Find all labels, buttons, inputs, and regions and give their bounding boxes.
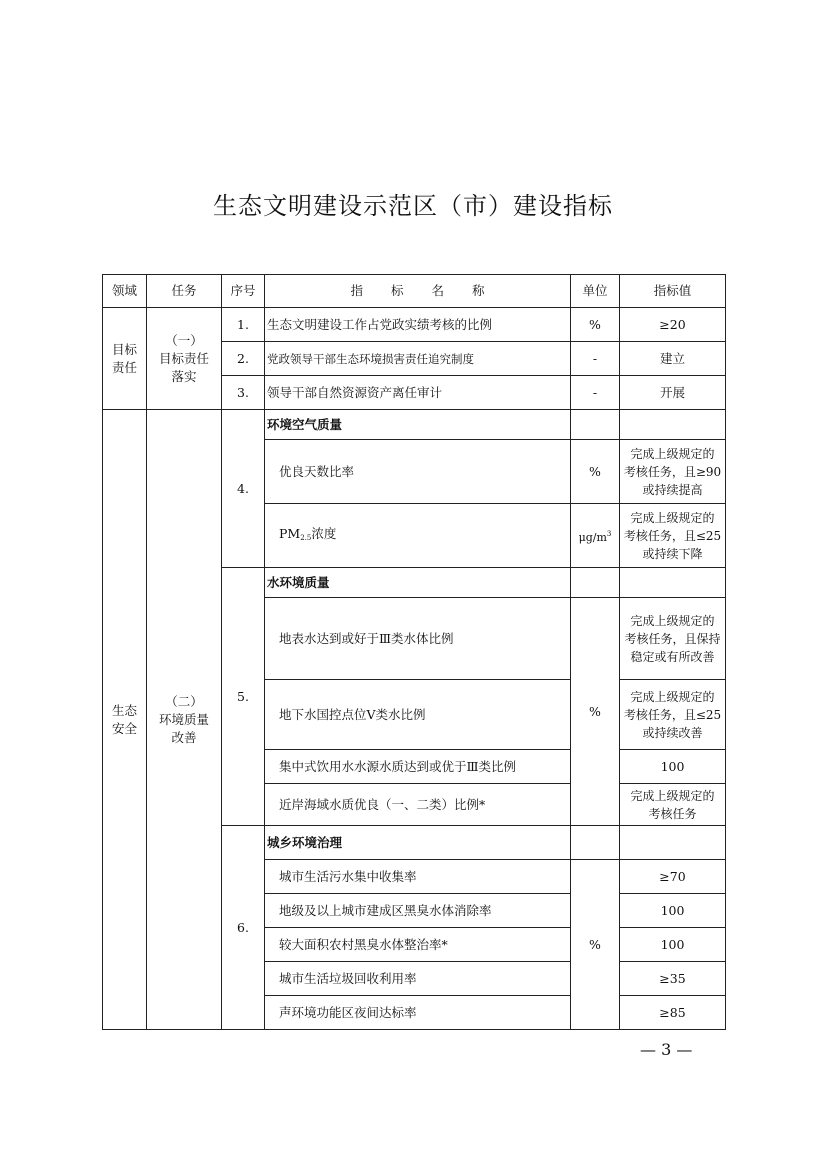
value-cell: 建立	[620, 342, 726, 376]
seq-cell: 2.	[222, 342, 265, 376]
value-cell: 完成上级规定的 考核任务，且保持 稳定或有所改善	[620, 598, 726, 680]
indicator-name: 近岸海域水质优良（一、二类）比例*	[265, 784, 571, 826]
domain-cell: 目标 责任	[103, 308, 147, 410]
task-cell: （一） 目标责任 落实	[147, 308, 222, 410]
unit-cell: %	[571, 598, 620, 826]
indicator-name: 领导干部自然资源资产离任审计	[265, 376, 571, 410]
value-cell: 完成上级规定的 考核任务，且≥90 或持续提高	[620, 440, 726, 504]
value-cell: 开展	[620, 376, 726, 410]
header-seq: 序号	[222, 275, 265, 308]
unit-cell: %	[571, 308, 620, 342]
indicator-name: 优良天数比率	[265, 440, 571, 504]
indicator-table	[102, 274, 726, 1030]
header-value: 指标值	[620, 275, 726, 308]
unit-cell	[571, 826, 620, 860]
header-unit: 单位	[571, 275, 620, 308]
indicator-name: 声环境功能区夜间达标率	[265, 996, 571, 1030]
seq-cell: 3.	[222, 376, 265, 410]
value-cell: ≥20	[620, 308, 726, 342]
value-cell	[620, 568, 726, 598]
value-cell: ≥35	[620, 962, 726, 996]
indicator-name: 党政领导干部生态环境损害责任追究制度	[265, 342, 571, 376]
indicator-name: 地级及以上城市建成区黑臭水体消除率	[265, 894, 571, 928]
seq-cell: 1.	[222, 308, 265, 342]
seq-cell: 5.	[222, 568, 265, 826]
group-label: 城乡环境治理	[265, 826, 571, 860]
header-task: 任务	[147, 275, 222, 308]
unit-cell	[571, 568, 620, 598]
unit-cell: -	[571, 376, 620, 410]
indicator-name: 城市生活污水集中收集率	[265, 860, 571, 894]
table-row	[103, 308, 726, 342]
value-cell: 100	[620, 928, 726, 962]
unit-cell: -	[571, 342, 620, 376]
group-label: 环境空气质量	[265, 410, 571, 440]
group-label: 水环境质量	[265, 568, 571, 598]
header-name: 指 标 名 称	[265, 275, 571, 308]
indicator-name: 地下水国控点位Ⅴ类水比例	[265, 680, 571, 750]
unit-cell	[571, 410, 620, 440]
value-cell: 完成上级规定的 考核任务	[620, 784, 726, 826]
header-row	[103, 275, 726, 308]
indicator-name: 地表水达到或好于Ⅲ类水体比例	[265, 598, 571, 680]
unit-cell: $\mu g/m^3$	[571, 504, 620, 568]
unit-cell: %	[571, 440, 620, 504]
value-cell	[620, 826, 726, 860]
value-cell	[620, 410, 726, 440]
unit-cell: %	[571, 860, 620, 1030]
indicator-name: 较大面积农村黑臭水体整治率*	[265, 928, 571, 962]
indicator-name: 集中式饮用水水源水质达到或优于Ⅲ类比例	[265, 750, 571, 784]
seq-cell: 4.	[222, 410, 265, 568]
seq-cell: 6.	[222, 826, 265, 1030]
value-cell: 100	[620, 750, 726, 784]
value-cell: ≥85	[620, 996, 726, 1030]
indicator-name: 生态文明建设工作占党政实绩考核的比例	[265, 308, 571, 342]
page-title: 生态文明建设示范区（市）建设指标	[213, 192, 613, 220]
indicator-name: 城市生活垃圾回收利用率	[265, 962, 571, 996]
value-cell: 100	[620, 894, 726, 928]
task-cell: （二） 环境质量 改善	[147, 410, 222, 1030]
indicator-name: $PM_{2.5}$浓度	[265, 504, 571, 568]
header-domain: 领域	[103, 275, 147, 308]
value-cell: 完成上级规定的 考核任务，且≤25 或持续改善	[620, 680, 726, 750]
page-number: — 3 —	[640, 1040, 693, 1059]
group-row	[103, 410, 726, 440]
value-cell: ≥70	[620, 860, 726, 894]
domain-cell: 生态 安全	[103, 410, 147, 1030]
value-cell: 完成上级规定的 考核任务，且≤25 或持续下降	[620, 504, 726, 568]
